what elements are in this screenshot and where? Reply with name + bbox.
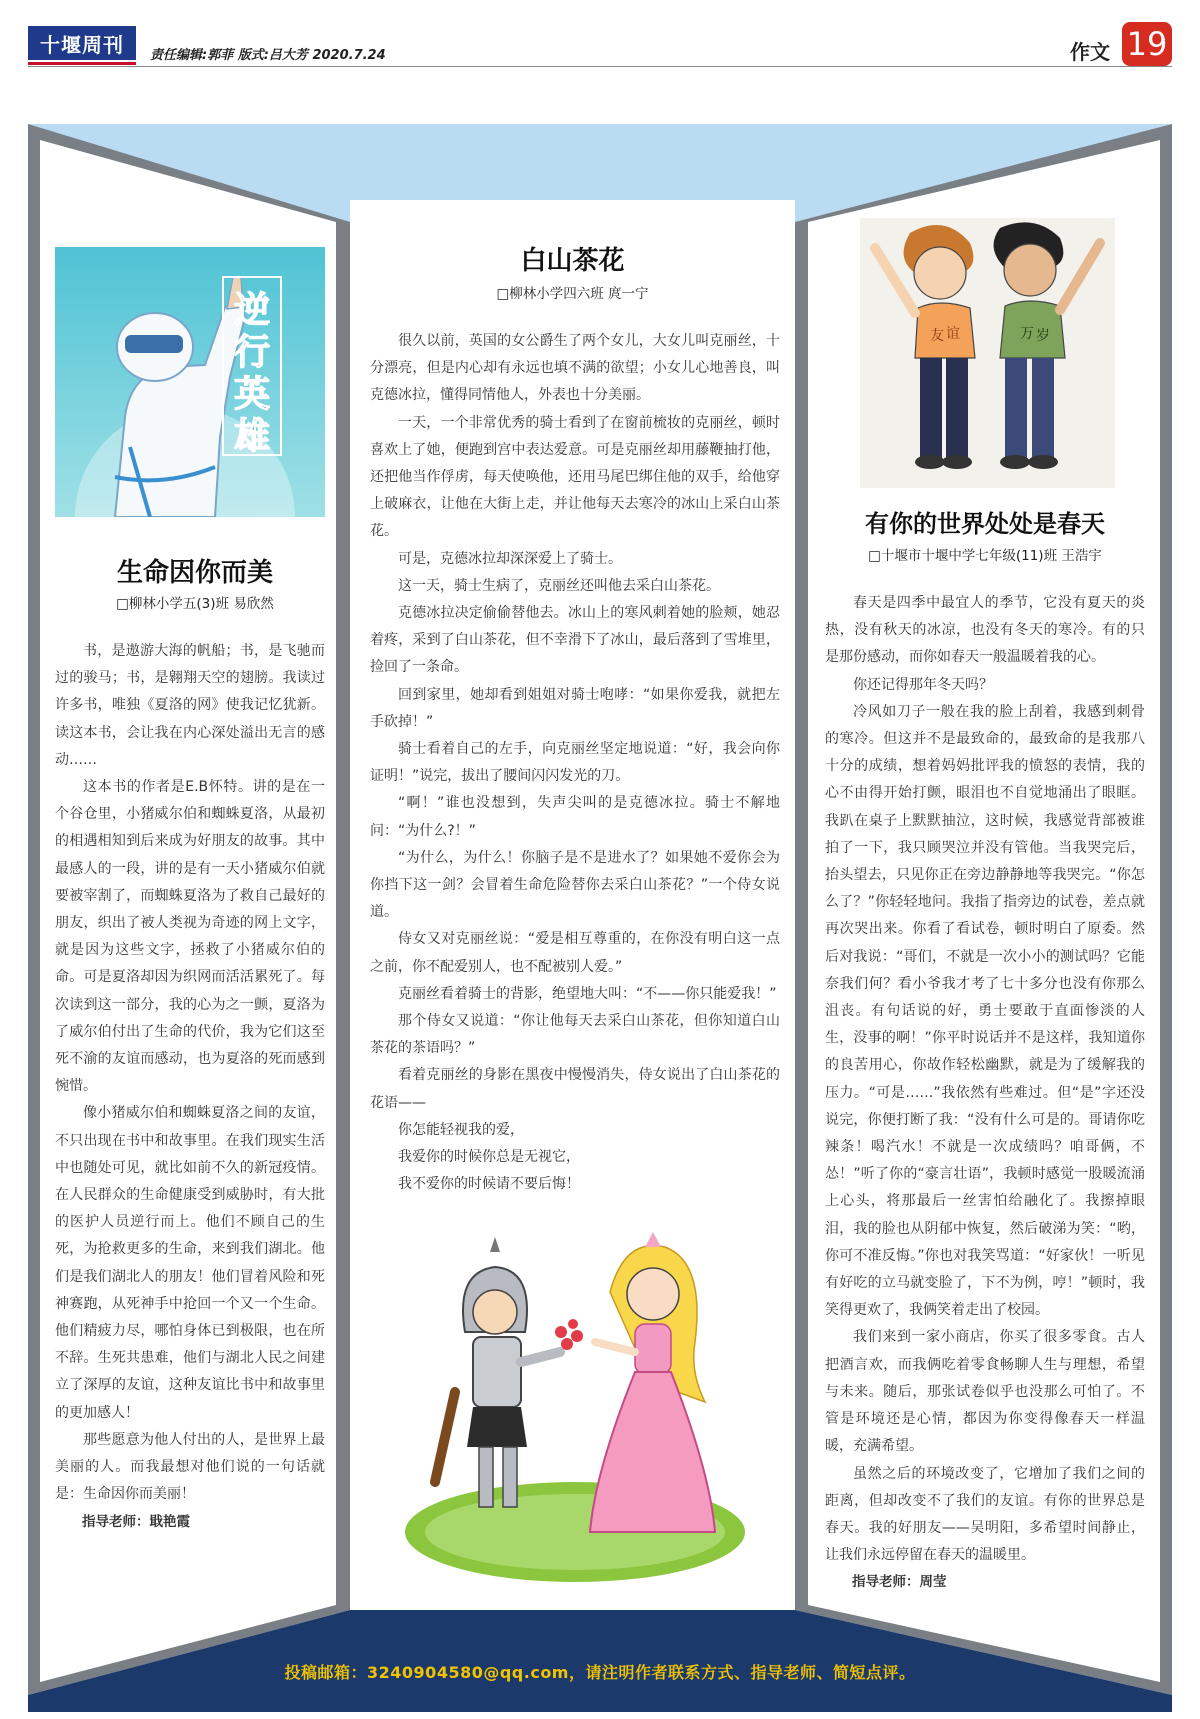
- poem-line: 我不爱你的时候请不要后悔！: [398, 1176, 580, 1193]
- hero-badge-char-3: 英: [233, 374, 271, 415]
- middle-paragraph: 侍女又对克丽丝说：“爱是相互尊重的，在你没有明白这一点之前，你不配爱别人，也不配被别人爱。”: [370, 931, 780, 975]
- middle-article-body: [370, 328, 780, 1223]
- submission-email-note: 投稿邮箱：3240904580@qq.com，请注明作者联系方式、指导老师、简短点评。: [284, 1663, 916, 1682]
- left-article-title: 生命因你而美: [116, 558, 273, 588]
- left-teacher: 指导老师：戢艳霞: [82, 1513, 190, 1530]
- left-paragraph: 像小猪威尔伯和蜘蛛夏洛之间的友谊，不只出现在书中和故事里。在我们现实生活中也随处可见，就比如前不久的新冠疫情。在人民群众的生命健康受到威胁时，有大批的医护人员逆行而上。他们不顾自己的生死，为抢救更多的生命，来到我们湖北。他们是我们湖北人的朋友！他们冒着风险和死神赛跑，从死神手中抢回一个又一个生命。他们精疲力尽，哪怕身体已到极限，也在所不辞。生死共患难，他们与湖北人民之间建立了深厚的友谊，这种友谊比书中和故事里的更加感人！: [55, 1105, 325, 1421]
- middle-paragraph: 骑士看着自己的左手，向克丽丝坚定地说道：“好，我会向你证明！”说完，拔出了腰间闪闪发光的刀。: [370, 741, 780, 785]
- middle-paragraph: 看着克丽丝的身影在黑夜中慢慢消失，侍女说出了白山茶花的花语——: [370, 1067, 780, 1111]
- middle-paragraph: 那个侍女又说道：“你让他每天去采白山茶花，但你知道白山茶花的茶语吗？”: [370, 1013, 780, 1057]
- right-paragraph: 我们来到一家小商店，你买了很多零食。古人把酒言欢，而我俩吃着零食畅聊人生与理想，希望与未来。随后，那张试卷似乎也没那么可怕了。不管是环境还是心情，都因为你变得像春天一样温暖，充满希望。: [825, 1329, 1145, 1455]
- hero-badge-char-4: 雄: [233, 416, 271, 457]
- poem-line: 我爱你的时候你总是无视它，: [398, 1149, 580, 1166]
- right-paragraph: 你还记得那年冬天吗？: [853, 676, 993, 693]
- right-article-title: 有你的世界处处是春天: [865, 509, 1105, 538]
- right-paragraph: 春天是四季中最宜人的季节，它没有夏天的炎热，没有秋天的冰凉，也没有冬天的寒冷。有的只是那份感动，而你如春天一般温暖着我的心。: [825, 595, 1145, 666]
- retrograde-hero-illustration: [55, 247, 325, 517]
- page-number: 19: [1122, 22, 1172, 66]
- poem-line: 你怎能轻视我的爱，: [398, 1121, 524, 1138]
- left-paragraph: 那些愿意为他人付出的人，是世界上最美丽的人。而我最想对他们说的一句话就是：生命因你而美丽！: [55, 1431, 325, 1503]
- masthead-text: 十堰周刊: [40, 32, 124, 57]
- knight-figure: [435, 1237, 560, 1507]
- shirt-left-char-1: 友: [930, 328, 944, 344]
- right-paragraph: 虽然之后的环境改变了，它增加了我们之间的距离，但却改变不了我们的友谊。有你的世界总是春天。我的好朋友——吴明阳，多希望时间静止，让我们永远停留在春天的温暖里。: [825, 1465, 1145, 1564]
- middle-paragraph: “啊！”谁也没想到，失声尖叫的是克德冰拉。骑士不解地问：“为什么?！”: [370, 795, 780, 839]
- editor-credits: 责任编辑:郭菲 版式:吕大芳 2020.7.24: [150, 48, 386, 63]
- right-paragraph: 冷风如刀子一般在我的脸上刮着，我感到刺骨的寒冷。但这并不是最致命的，最致命的是我那八十分的成绩，想着妈妈批评我的愤怒的表情，我的心不由得开始打颤，眼泪也不自觉地涌出了眼眶。我趴在桌子上默默抽泣，这时候，我感觉背部被谁拍了一下，我只顾哭泣并没有管他。当我哭完后，抬头望去，只见你正在旁边静静地等我哭完。“你怎么了？”你轻轻地问。我指了指旁边的试卷，差点就再次哭出来。你看了看试卷，顿时明白了原委。然后对我说：“哥们，不就是一次小小的测试吗？它能奈我们何？看小爷我才考了七十多分也没有你那么沮丧。有句话说的好，勇士要敢于直面惨淡的人生，没事的啊！”你平时说话并不是这样，我知道你的良苦用心，你故作轻松幽默，就是为了缓解我的压力。“可是……”我依然有些难过。但“是”字还没说完，你便打断了我：“没有什么可是的。哥请你吃辣条！喝汽水！不就是一次成绩吗？咱哥俩，不怂！”听了你的“豪言壮语”，我顿时感觉一股暖流涌上心头，将那最后一丝害怕给融化了。我擦掉眼泪，我的脸也从阴郁中恢复，然后破涕为笑：“哟，你可不准反悔。”你也对我笑骂道：“好家伙！一听见有好吃的立马就变脸了，下不为例，哼！”顿时，我笑得更欢了，我俩笑着走出了校园。: [825, 703, 1145, 1319]
- hero-badge-char-2: 行: [233, 332, 271, 373]
- middle-paragraph: 可是，克德冰拉却深深爱上了骑士。: [398, 550, 622, 567]
- left-article-body: [55, 638, 325, 1593]
- right-article-body: [825, 590, 1145, 1595]
- middle-paragraph: 回到家里，她却看到姐姐对骑士咆哮：“如果你爱我，就把左手砍掉！”: [370, 686, 780, 730]
- princess-figure: [590, 1232, 715, 1532]
- hero-badge-char-1: 逆: [233, 290, 271, 331]
- shirt-right-char-1: 万: [1020, 326, 1034, 342]
- middle-paragraph: 克丽丝看着骑士的背影，绝望地大叫：“不——你只能爱我！”: [398, 985, 777, 1002]
- middle-paragraph: 这一天，骑士生病了，克丽丝还叫他去采白山茶花。: [398, 577, 720, 594]
- shirt-right-char-2: 岁: [1036, 328, 1050, 344]
- left-paragraph: 书，是遨游大海的帆船；书，是飞驰而过的骏马；书，是翱翔天空的翅膀。我读过许多书，唯独《夏洛的网》使我记忆犹新。读这本书，会让我在内心深处溢出无言的感动……: [55, 643, 325, 768]
- middle-paragraph: 克德冰拉决定偷偷替他去。冰山上的寒风刺着她的脸颊，她忍着疼，采到了白山茶花，但不幸滑下了冰山，最后落到了雪堆里，捡回了一条命。: [370, 605, 780, 676]
- middle-article-byline: □柳林小学四六班 庹一宁: [496, 286, 649, 302]
- flower-bouquet: [555, 1319, 583, 1350]
- knight-princess-illustration: [395, 1232, 755, 1592]
- section-name: 作文: [1070, 40, 1110, 64]
- left-article-byline: □柳林小学五(3)班 易欣然: [116, 596, 274, 612]
- middle-paragraph: 一天，一个非常优秀的骑士看到了在窗前梳妆的克丽丝，顿时喜欢上了她，便跑到宫中表达爱意。可是克丽丝却用藤鞭抽打他，还把他当作俘虏，每天使唤他，还用马尾巴绑住他的双手，给他穿上破麻衣，让他在大街上走，并让他每天去寒冷的冰山上采白山茶花。: [370, 414, 780, 540]
- middle-paragraph: “为什么，为什么！你脑子是不是进水了？如果她不爱你会为你挡下这一剑？会冒着生命危险替你去采白山茶花？”一个侍女说道。: [370, 849, 780, 921]
- middle-paragraph: 很久以前，英国的女公爵生了两个女儿，大女儿叫克丽丝，十分漂亮，但是内心却有永远也填不满的欲望；小女儿心地善良，叫克德冰拉，懂得同情他人，外表也十分美丽。: [370, 333, 780, 404]
- right-teacher: 指导老师：周莹: [852, 1574, 947, 1591]
- left-paragraph: 这本书的作者是E.B怀特。讲的是在一个谷仓里，小猪威尔伯和蜘蛛夏洛，从最初的相遇相知到后来成为好朋友的故事。其中最感人的一段，讲的是有一天小猪威尔伯就要被宰割了，而蜘蛛夏洛为了救自己最好的朋友，织出了被人类视为奇迹的网上文字，就是因为这些文字，拯救了小猪威尔伯的命。可是夏洛却因为织网而活活累死了。每次读到这一部分，我的心为之一颤，夏洛为了威尔伯付出了生命的代价，我为它们这至死不渝的友谊而感动，也为夏洛的死而感到惋惜。: [55, 779, 325, 1095]
- shirt-left-char-2: 谊: [946, 326, 960, 342]
- friends-illustration: [860, 218, 1115, 488]
- middle-article-title: 白山茶花: [520, 246, 625, 276]
- right-article-byline: □十堰市十堰中学七年级(11)班 王浩宇: [868, 548, 1102, 564]
